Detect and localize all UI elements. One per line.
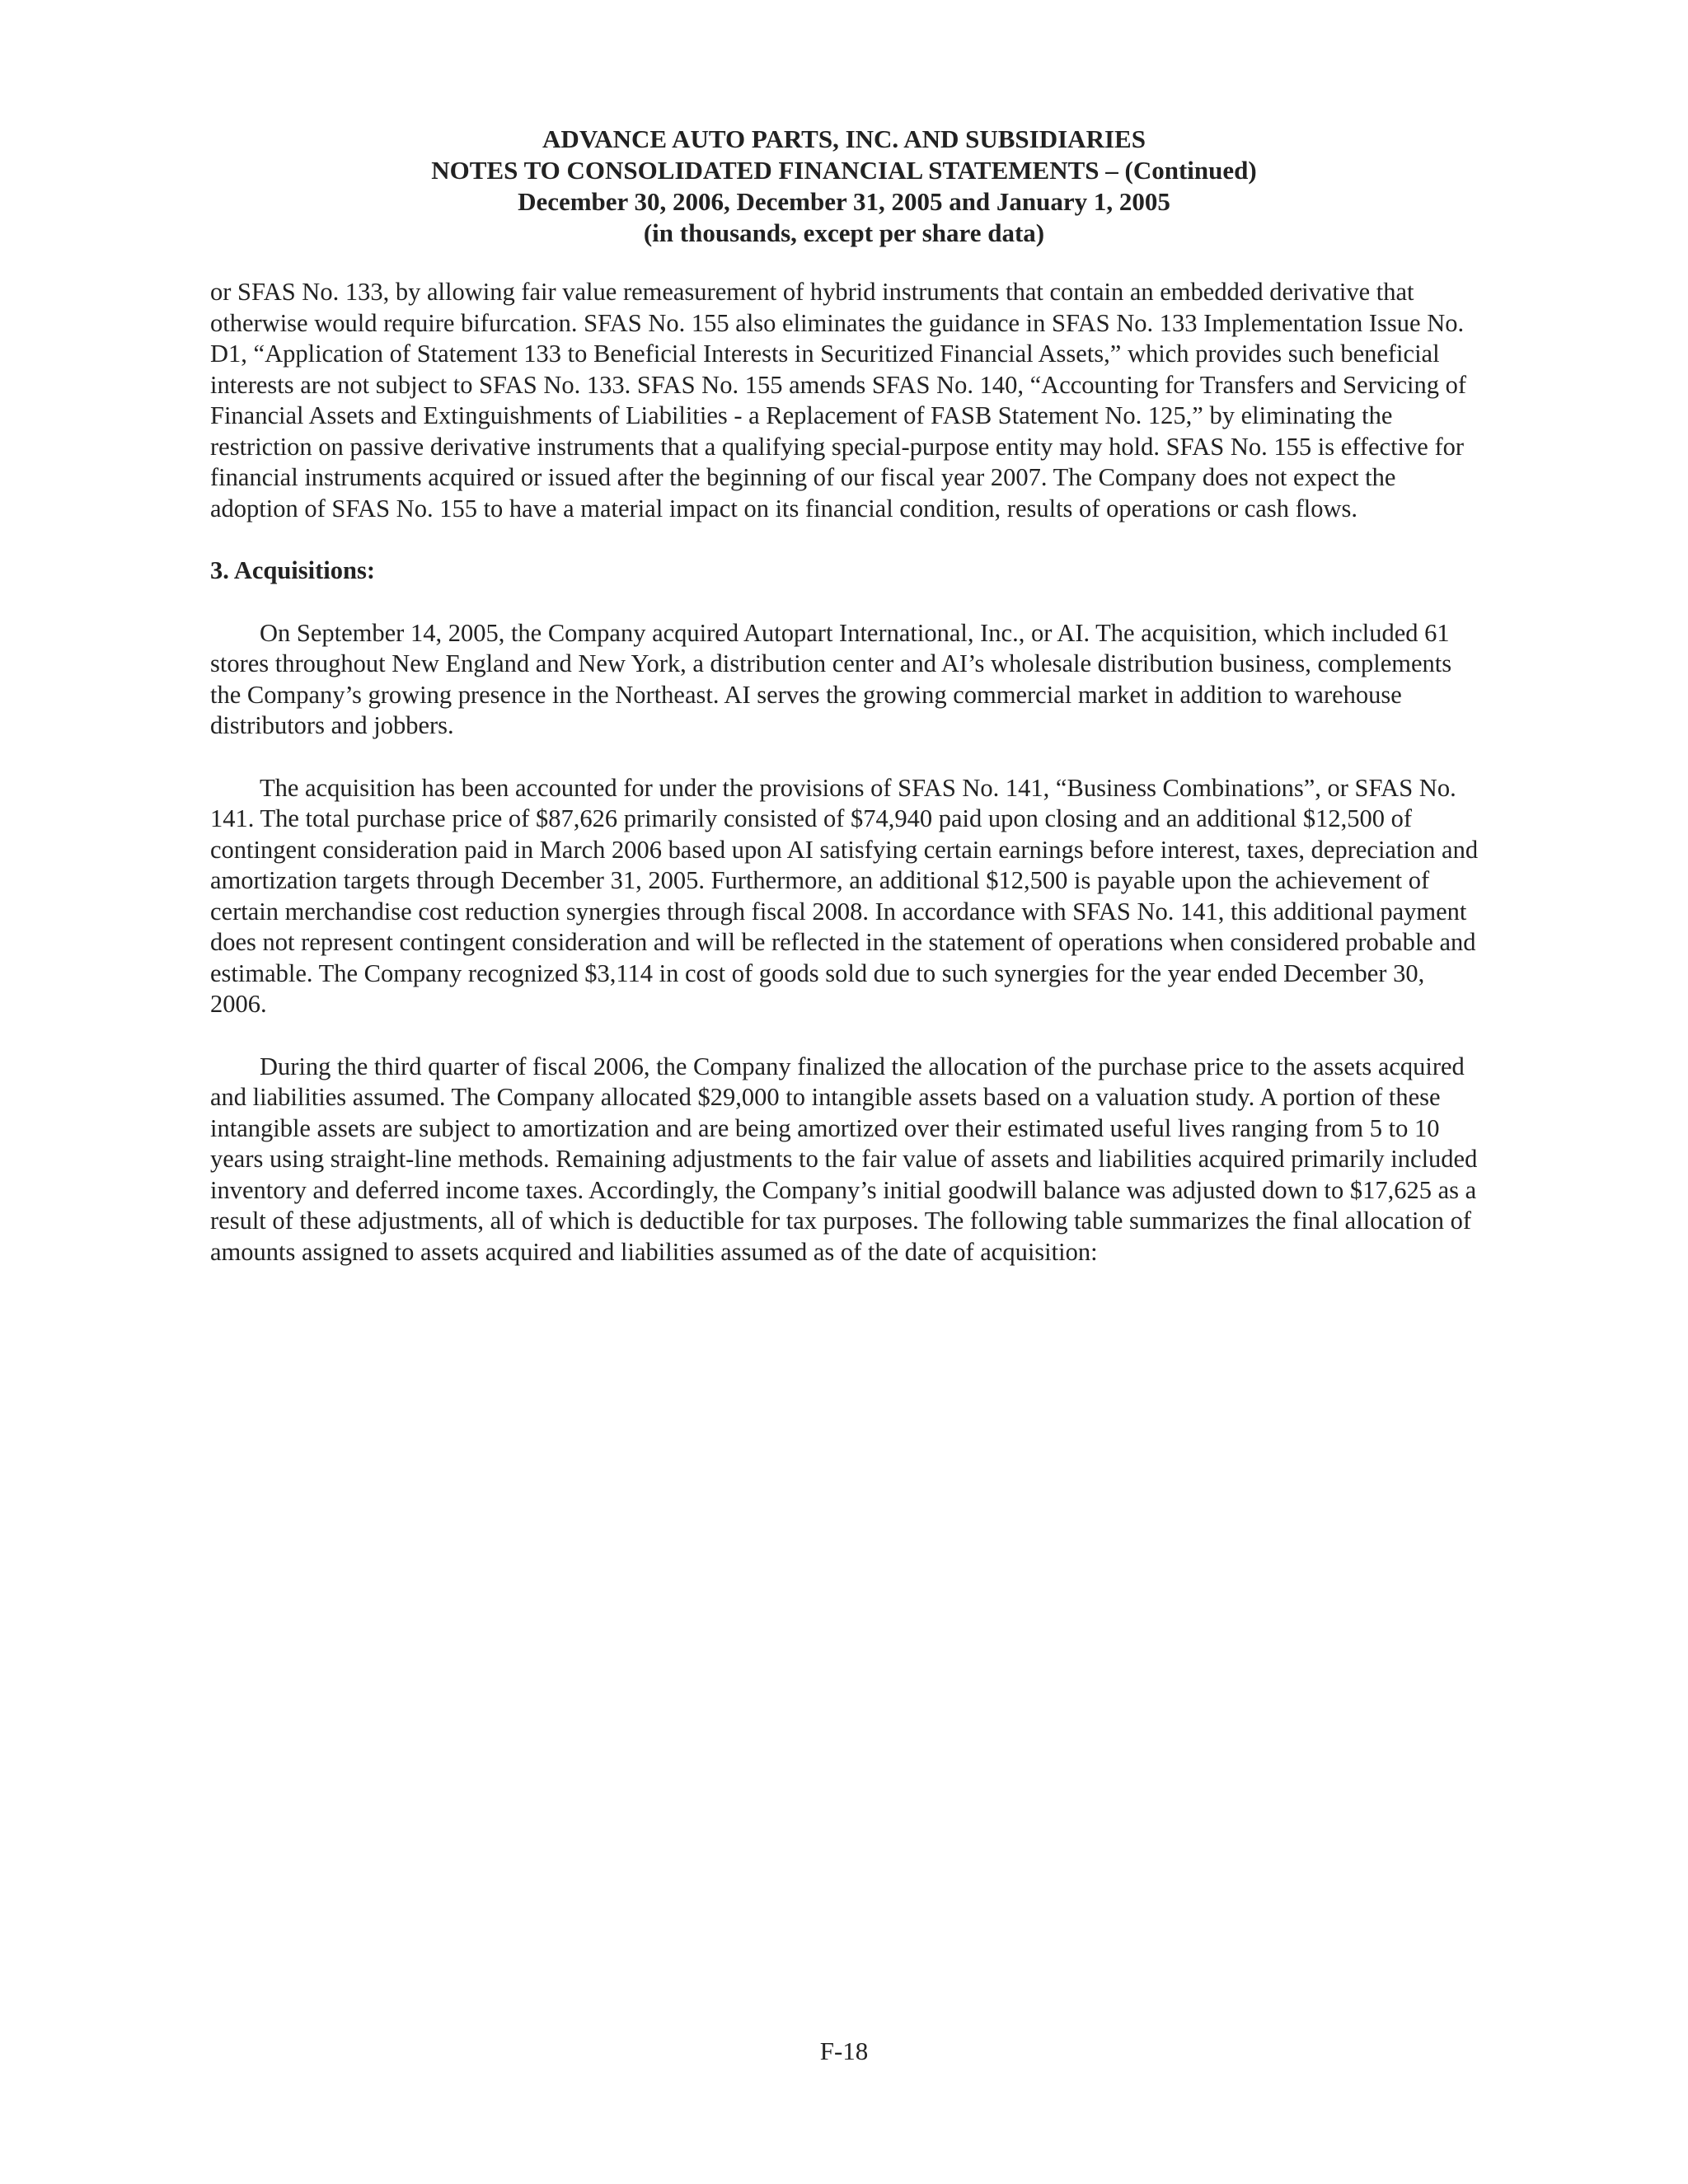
units-note: (in thousands, except per share data) <box>643 218 1045 247</box>
company-name: ADVANCE AUTO PARTS, INC. AND SUBSIDIARIES <box>542 124 1146 153</box>
document-title: NOTES TO CONSOLIDATED FINANCIAL STATEMENTS – (Continued) <box>431 156 1257 185</box>
page-number: F-18 <box>819 2036 869 2065</box>
document-body <box>210 277 1479 1299</box>
continued-paragraph: or SFAS No. 133, by allowing fair value remeasurement of hybrid instruments that contain an embedded derivative that otherwise would require bifurcation. SFAS No. 155 also eliminates the guidance in SFAS No. 133 Implementation Issue No. D1, “Application of Statement 133 to Beneficial Interests in Securitized Financial Assets,” which provides such beneficial interests are not subject to SFAS No. 133. SFAS No. 155 amends SFAS No. 140, “Accounting for Transfers and Servicing of Financial Assets and Extinguishments of Liabilities - a Replacement of FASB Statement No. 125,” by eliminating the restriction on passive derivative instruments that a qualifying special-purpose entity may hold. SFAS No. 155 is effective for financial instruments acquired or issued after the beginning of our fiscal year 2007. The Company does not expect the adoption of SFAS No. 155 to have a material impact on its financial condition, results of operations or cash flows. <box>210 278 1467 523</box>
reporting-dates: December 30, 2006, December 31, 2005 and January 1, 2005 <box>518 187 1170 216</box>
section-heading-acquisitions: 3. Acquisitions: <box>210 556 375 584</box>
acquisition-paragraph-2: The acquisition has been accounted for under the provisions of SFAS No. 141, “Business Combinations”, or SFAS No. 141. The total purchase price of $87,626 primarily consisted of $74,940 paid upon closing and an additional $12,500 of contingent consideration paid in March 2006 based upon AI satisfying certain earnings before interest, taxes, depreciation and amortization targets through December 31, 2005. Furthermore, an additional $12,500 is payable upon the achievement of certain merchandise cost reduction synergies through fiscal 2008. In accordance with SFAS No. 141, this additional payment does not represent contingent consideration and will be reflected in the statement of operations when considered probable and estimable. The Company recognized $3,114 in cost of goods sold due to such synergies for the year ended December 30, 2006. <box>210 773 1479 1018</box>
acquisition-paragraph-1: On September 14, 2005, the Company acquired Autopart International, Inc., or AI. The acquisition, which included 61 stores throughout New England and New York, a distribution center and AI’s wholesale distribution business, complements the Company’s growing presence in the Northeast. AI serves the growing commercial market in addition to warehouse distributors and jobbers. <box>210 618 1452 739</box>
acquisition-paragraph-3: During the third quarter of fiscal 2006, the Company finalized the allocation of the purchase price to the assets acquired and liabilities assumed. The Company allocated $29,000 to intangible assets based on a valuation study. A portion of these intangible assets are subject to amortization and are being amortized over their estimated useful lives ranging from 5 to 10 years using straight-line methods. Remaining adjustments to the fair value of assets and liabilities acquired primarily included inventory and deferred income taxes. Accordingly, the Company’s initial goodwill balance was adjusted down to $17,625 as a result of these adjustments, all of which is deductible for tax purposes. The following table summarizes the final allocation of amounts assigned to assets acquired and liabilities assumed as of the date of acquisition: <box>210 1052 1478 1266</box>
page-header <box>0 124 1688 249</box>
